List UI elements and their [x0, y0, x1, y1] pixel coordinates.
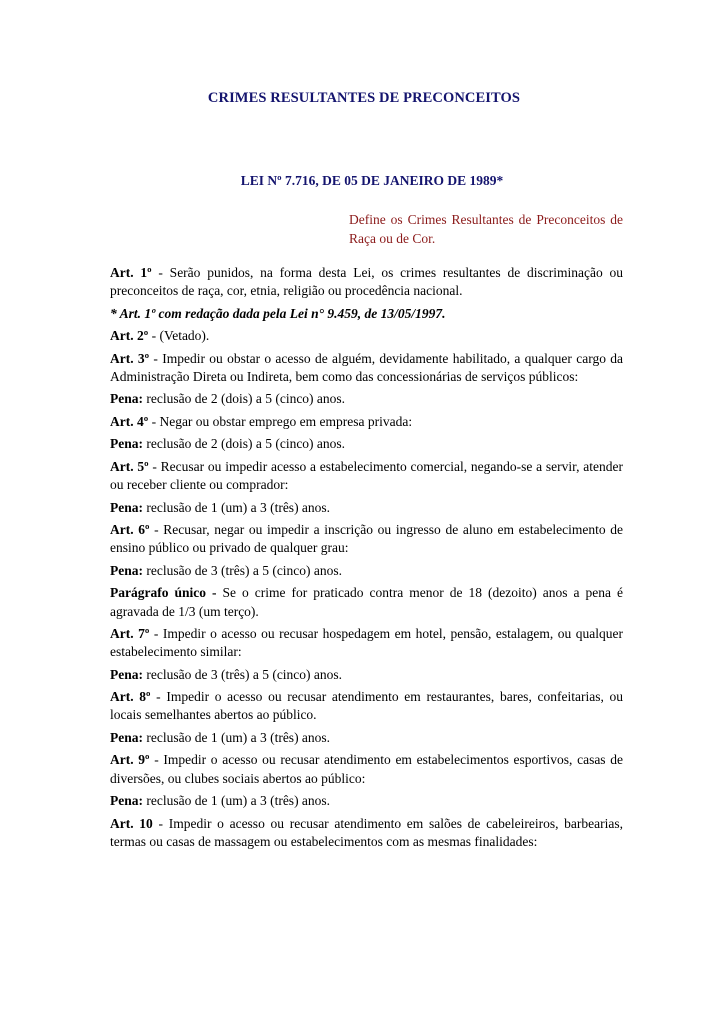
article-paragraph: [110, 751, 623, 787]
article-text: - Impedir ou obstar o acesso de alguém, devidamente habilitado, a qualquer cargo da Administração Direta ou Indireta, bem como das concessionárias de serviços públicos:: [110, 350, 623, 384]
penalty-text: reclusão de 1 (um) a 3 (três) anos.: [143, 729, 331, 745]
article-text: - Recusar, negar ou impedir a inscrição ou ingresso de aluno em estabelecimento de ensino público ou privado de qualquer grau:: [110, 522, 623, 556]
article-paragraph: [110, 815, 623, 851]
document-title: CRIMES RESULTANTES DE PRECONCEITOS: [207, 90, 521, 106]
article-label: Art. 9º: [110, 752, 150, 768]
article-paragraph: [110, 458, 623, 494]
article-paragraph: [110, 413, 623, 431]
article-paragraph: [110, 521, 623, 557]
penalty-label: Pena:: [110, 436, 143, 452]
article-label: Art. 7º: [110, 626, 150, 642]
article-text: - Impedir o acesso ou recusar atendimento em salões de cabeleireiros, barbearias, termas ou casas de massagem ou estabelecimentos com as mesmas finalidades:: [110, 815, 623, 849]
article-label: Art. 8º: [110, 689, 151, 705]
article-paragraph: [110, 625, 623, 661]
sole-paragraph-label: Parágrafo único -: [110, 585, 217, 601]
penalty-paragraph: [110, 666, 623, 684]
penalty-paragraph: [110, 792, 623, 810]
penalty-paragraph: [110, 729, 623, 747]
article-paragraph: [110, 264, 623, 300]
article-label: Art. 2º: [110, 328, 149, 344]
article-text: - Impedir o acesso ou recusar atendimento em restaurantes, bares, confeitarias, ou locais semelhantes abertos ao público.: [110, 689, 623, 723]
penalty-paragraph: [110, 390, 623, 408]
law-body: [110, 264, 623, 855]
sole-paragraph-text: Se o crime for praticado contra menor de 18 (dezoito) anos a pena é agravada de 1/3 (um terço).: [110, 585, 623, 619]
article-label: Art. 10: [110, 815, 153, 831]
penalty-label: Pena:: [110, 666, 143, 682]
sole-paragraph: [110, 584, 623, 620]
article-text: - Recusar ou impedir acesso a estabelecimento comercial, negando-se a servir, atender ou receber cliente ou comprador:: [110, 458, 623, 493]
amendment-note: [110, 305, 623, 323]
article-text: - Impedir o acesso ou recusar atendimento em estabelecimentos esportivos, casas de diversões, ou clubes sociais abertos ao público:: [110, 752, 623, 786]
penalty-paragraph: [110, 499, 623, 517]
penalty-paragraph: [110, 435, 623, 453]
penalty-paragraph: [110, 562, 623, 580]
article-paragraph: [110, 327, 623, 345]
penalty-text: reclusão de 1 (um) a 3 (três) anos.: [143, 793, 331, 809]
article-paragraph: [110, 350, 623, 386]
amendment-note-text: * Art. 1º com redação dada pela Lei n° 9.459, de 13/05/1997.: [110, 305, 446, 321]
law-summary: Define os Crimes Resultantes de Preconceitos de Raça ou de Cor.: [349, 212, 623, 246]
penalty-text: reclusão de 3 (três) a 5 (cinco) anos.: [143, 562, 343, 578]
article-text: - Negar ou obstar emprego em empresa privada:: [148, 413, 413, 429]
penalty-label: Pena:: [110, 562, 143, 578]
law-title: LEI Nº 7.716, DE 05 DE JANEIRO DE 1989*: [240, 173, 504, 188]
article-label: Art. 6º: [110, 522, 150, 538]
article-label: Art. 4º: [110, 413, 149, 429]
article-text: - (Vetado).: [148, 328, 210, 344]
article-text: - Impedir o acesso ou recusar hospedagem em hotel, pensão, estalagem, ou qualquer estabelecimento similar:: [110, 626, 623, 660]
penalty-text: reclusão de 2 (dois) a 5 (cinco) anos.: [143, 436, 346, 452]
article-paragraph: [110, 688, 623, 724]
penalty-label: Pena:: [110, 391, 143, 407]
penalty-label: Pena:: [110, 499, 143, 515]
penalty-text: reclusão de 2 (dois) a 5 (cinco) anos.: [143, 391, 346, 407]
penalty-text: reclusão de 3 (três) a 5 (cinco) anos.: [143, 666, 343, 682]
penalty-label: Pena:: [110, 793, 143, 809]
article-text: - Serão punidos, na forma desta Lei, os crimes resultantes de discriminação ou preconceitos de raça, cor, etnia, religião ou procedência nacional.: [110, 265, 623, 299]
penalty-label: Pena:: [110, 729, 143, 745]
article-label: Art. 1º: [110, 265, 152, 280]
penalty-text: reclusão de 1 (um) a 3 (três) anos.: [143, 499, 331, 515]
article-label: Art. 5º: [110, 458, 149, 474]
article-label: Art. 3º: [110, 350, 150, 366]
